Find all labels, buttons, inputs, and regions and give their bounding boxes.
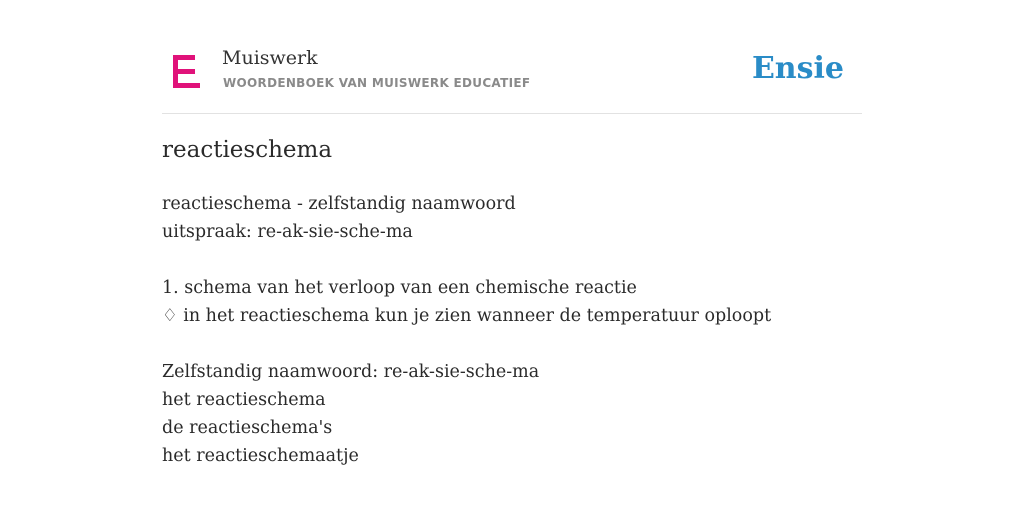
page-title: reactieschema xyxy=(162,137,333,163)
form-singular: het reactieschema xyxy=(162,390,326,410)
example-line: ♢ in het reactieschema kun je zien wanneer de temperatuur oploopt xyxy=(162,306,772,326)
brand-subtitle: WOORDENBOEK VAN MUISWERK EDUCATIEF xyxy=(223,76,531,90)
form-diminutive: het reactieschemaatje xyxy=(162,446,359,466)
spacer xyxy=(162,330,771,358)
form-plural: de reactieschema's xyxy=(162,418,333,438)
pronunciation-line: uitspraak: re-ak-sie-sche-ma xyxy=(162,222,413,242)
definition-line: 1. schema van het verloop van een chemische reactie xyxy=(162,278,637,298)
spacer xyxy=(162,246,771,274)
muiswerk-logo-icon[interactable] xyxy=(173,55,200,88)
part-of-speech-line: reactieschema - zelfstandig naamwoord xyxy=(162,194,516,214)
forms-heading: Zelfstandig naamwoord: re-ak-sie-sche-ma xyxy=(162,362,540,382)
site-header xyxy=(162,40,862,114)
ensie-logo[interactable]: Ensie xyxy=(751,51,844,86)
brand-name[interactable]: Muiswerk xyxy=(222,47,318,69)
dictionary-entry xyxy=(162,190,771,470)
